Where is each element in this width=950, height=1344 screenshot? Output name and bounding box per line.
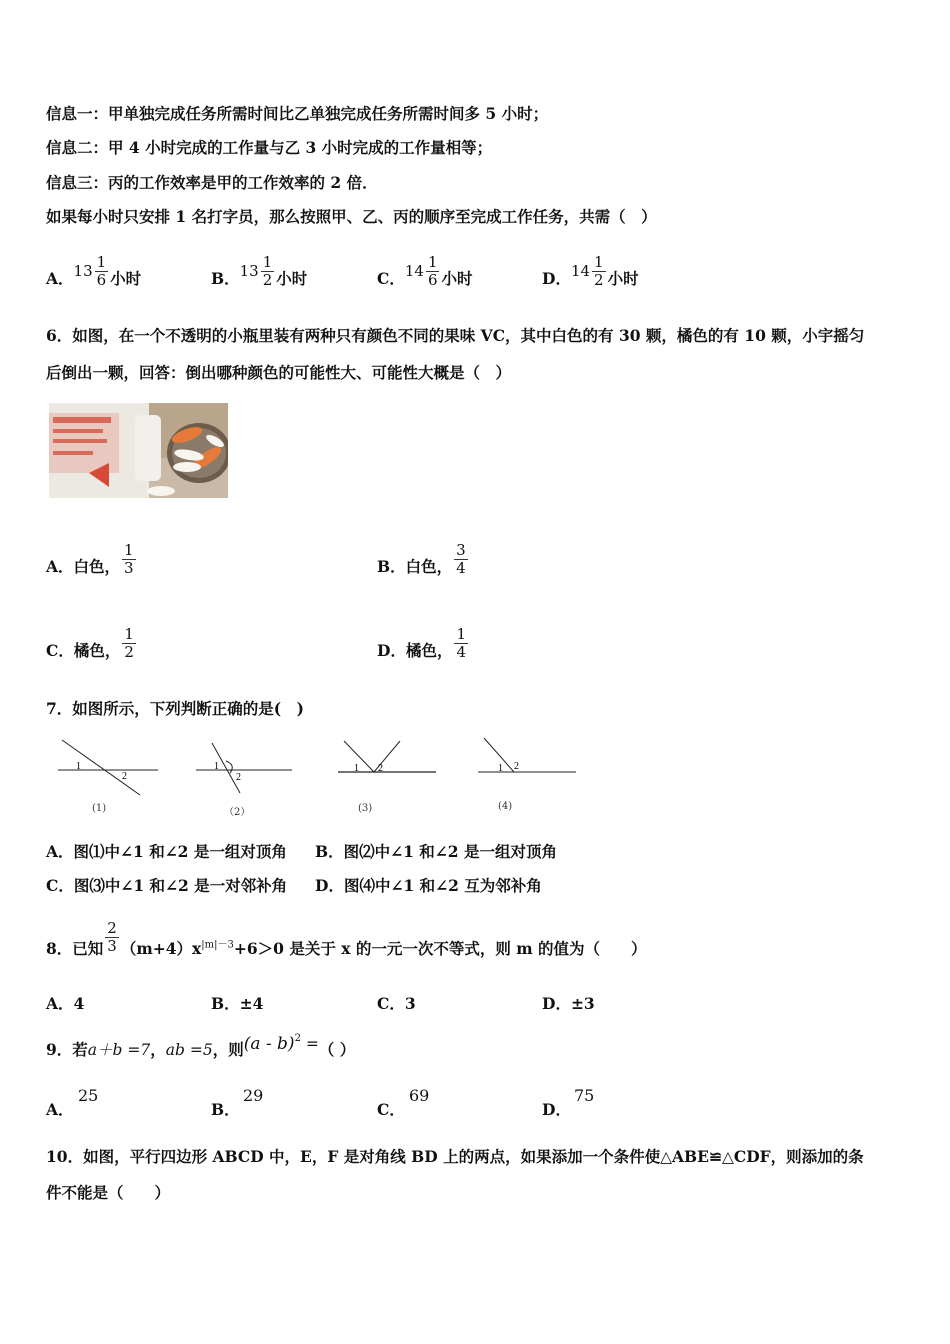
fig4-angle-1: 1 <box>498 763 503 774</box>
q7-option-c: C．图⑶中∠1 和∠2 是一对邻补角 <box>46 876 288 895</box>
info-line-1: 信息一：甲单独完成任务所需时间比乙单独完成任务所需时间多 5 小时； <box>46 104 549 123</box>
fig3-angle-1: 1 <box>354 763 359 774</box>
q5-option-d: D．14 $\frac{1}{2}$ 小时 <box>542 253 639 290</box>
q8-option-c: C．3 <box>377 994 416 1013</box>
fig2-angle-1: 1 <box>214 761 219 772</box>
q5-option-b: B．13 $\frac{1}{2}$ 小时 <box>211 253 308 290</box>
question-10-line-2: 件不能是（ ） <box>46 1183 171 1202</box>
q9-option-b: B． 29 <box>211 1086 264 1119</box>
question-6-line-1: 6．如图，在一个不透明的小瓶里装有两种只有颜色不同的果味 VC，其中白色的有 30 颗，橘色的有 10 颗，小宇摇匀 <box>46 326 865 345</box>
angle-figure-2 <box>196 735 300 825</box>
fig4-angle-2: 2 <box>514 761 519 772</box>
angle-figure-1 <box>58 735 162 825</box>
fig4-caption: (4) <box>498 801 513 812</box>
q8-option-a: A．4 <box>46 994 85 1013</box>
info-line-2: 信息二：甲 4 小时完成的工作量与乙 3 小时完成的工作量相等； <box>46 138 493 157</box>
q6-option-d: D．橘色， $\frac{1}{4}$ <box>377 625 466 662</box>
fig1-caption: (1) <box>92 803 107 814</box>
fig3-caption: (3) <box>358 803 373 814</box>
question-6-line-2: 后倒出一颗，回答：倒出哪种颜色的可能性大、可能性大概是（ ） <box>46 363 512 382</box>
q5-option-a: A．13 $\frac{1}{6}$ 小时 <box>46 253 142 290</box>
question-5-stem: 如果每小时只安排 1 名打字员，那么按照甲、乙、丙的顺序至完成工作任务，共需（ ） <box>46 207 657 226</box>
question-7-stem: 7．如图所示，下列判断正确的是( ) <box>46 699 304 718</box>
angle-figure-4 <box>478 735 582 825</box>
fig3-angle-2: 2 <box>378 763 383 774</box>
info-line-3: 信息三：丙的工作效率是甲的工作效率的 2 倍． <box>46 173 378 192</box>
q7-option-b: B．图⑵中∠1 和∠2 是一组对顶角 <box>315 842 557 861</box>
fig1-angle-1: 1 <box>76 761 81 772</box>
q6-option-c: C．橘色， $\frac{1}{2}$ <box>46 625 134 662</box>
vitamin-bottle-photo <box>49 403 228 498</box>
q9-option-a: A． 25 <box>46 1086 99 1119</box>
question-8-stem: 8．已知 $\frac{2}{3}$ $(m+4)x^{|m|-3}+6>0$ 是关于 x 的一元一次不等式，则 m 的值为（ ） <box>46 919 647 958</box>
q8-option-d: D．±3 <box>542 994 595 1013</box>
q7-option-a: A．图⑴中∠1 和∠2 是一组对顶角 <box>46 842 287 861</box>
q6-option-b: B．白色， $\frac{3}{4}$ <box>377 541 466 578</box>
question-9-stem: 9．若a＋b =7，ab =5，则(a - b)$^2$ =（ ） <box>46 1032 356 1059</box>
q5-option-c: C．14 $\frac{1}{6}$ 小时 <box>377 253 473 290</box>
q8-option-b: B．±4 <box>211 994 264 1013</box>
angle-figure-3 <box>338 735 442 825</box>
question-10-line-1: 10．如图，平行四边形 ABCD 中，E，F 是对角线 BD 上的两点，如果添加一个条件使△ABE≌△CDF，则添加的条 <box>46 1147 864 1166</box>
q7-option-d: D．图⑷中∠1 和∠2 互为邻补角 <box>315 876 542 895</box>
fig2-caption: （2） <box>224 807 251 818</box>
fig1-angle-2: 2 <box>122 771 127 782</box>
q6-option-a: A．白色， $\frac{1}{3}$ <box>46 541 134 578</box>
q9-option-c: C． 69 <box>377 1086 430 1119</box>
fig2-angle-2: 2 <box>236 772 241 783</box>
q9-option-d: D． 75 <box>542 1086 595 1119</box>
